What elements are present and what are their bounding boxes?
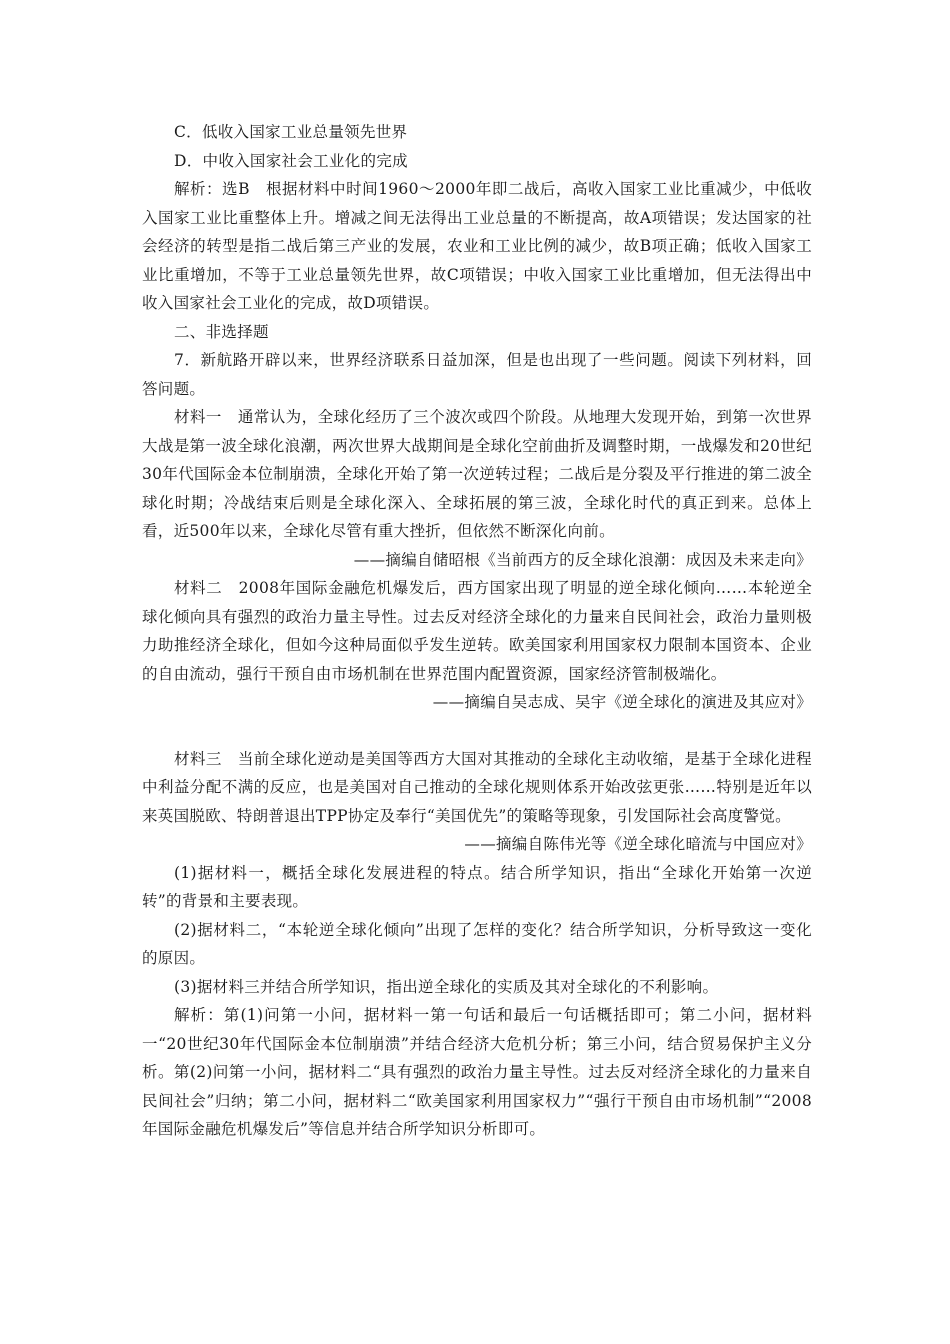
material-3: 材料三 当前全球化逆动是美国等西方大国对其推动的全球化主动收缩，是基于全球化进程中利益分配不满的反应，也是美国对自己推动的全球化规则体系开始改弦更张……特别是近年以来英国脱欧、特朗普退出TPP协定及奉行“美国优先”的策略等现象，引发国际社会高度警觉。 xyxy=(142,749,812,825)
material-1-source: ——摘编自储昭根《当前西方的反全球化浪潮：成因及未来走向》 xyxy=(353,550,812,569)
question-7: 7．新航路开辟以来，世界经济联系日益加深，但是也出现了一些问题。阅读下列材料，回答问题。 xyxy=(142,351,812,398)
analysis-paragraph-2: 解析：第(1)问第一小问，据材料一第一句话和最后一句话概括即可；第二小问，据材料一“20世纪30年代国际金本位制崩溃”并结合经济大危机分析；第三小问，结合贸易保护主义分析。第(2)问第一小问，据材料二“具有强烈的政治力量主导性。过去反对经济全球化的力量来自民间社会”归纳；第二小问，据材料二“欧美国家利用国家权力”“强行干预自由市场机制”“2008年国际金融危机爆发后”等信息并结合所学知识分析即可。 xyxy=(142,1006,812,1138)
section-title: 二、非选择题 xyxy=(174,322,269,341)
question-part-2: (2)据材料二，“本轮逆全球化倾向”出现了怎样的变化？结合所学知识，分析导致这一变化的原因。 xyxy=(142,920,812,967)
document-body xyxy=(142,118,812,1144)
material-1: 材料一 通常认为，全球化经历了三个波次或四个阶段。从地理大发现开始，到第一次世界大战是第一波全球化浪潮，两次世界大战期间是全球化空前曲折及调整时期，一战爆发和20世纪30年代国际金本位制崩溃，全球化开始了第一次逆转过程；二战后是分裂及平行推进的第二波全球化时期；冷战结束后则是全球化深入、全球拓展的第三波，全球化时代的真正到来。总体上看，近500年以来，全球化尽管有重大挫折，但依然不断深化向前。 xyxy=(142,408,812,540)
material-2: 材料二 2008年国际金融危机爆发后，西方国家出现了明显的逆全球化倾向……本轮逆全球化倾向具有强烈的政治力量主导性。过去反对经济全球化的力量来自民间社会，政治力量则极力助推经济全球化，但如今这种局面似乎发生逆转。欧美国家利用国家权力限制本国资本、企业的自由流动，强行干预自由市场机制在世界范围内配置资源，国家经济管制极端化。 xyxy=(142,579,812,683)
option-d: D．中收入国家社会工业化的完成 xyxy=(174,151,408,170)
option-c: C．低收入国家工业总量领先世界 xyxy=(174,123,408,141)
material-3-source: ——摘编自陈伟光等《逆全球化暗流与中国应对》 xyxy=(464,835,812,853)
material-2-source: ——摘编自吴志成、吴宇《逆全球化的演进及其应对》 xyxy=(432,693,812,711)
question-part-3: (3)据材料三并结合所学知识，指出逆全球化的实质及其对全球化的不利影响。 xyxy=(174,977,719,996)
analysis-paragraph-1: 解析：选B 根据材料中时间1960～2000年即二战后，高收入国家工业比重减少，中低收入国家工业比重整体上升。增减之间无法得出工业总量的不断提高，故A项错误；发达国家的社会经济的转型是指二战后第三产业的发展，农业和工业比例的减少，故B项正确；低收入国家工业比重增加，不等于工业总量领先世界，故C项错误；中收入国家工业比重增加，但无法得出中收入国家社会工业化的完成，故D项错误。 xyxy=(142,180,812,312)
paragraph-gap xyxy=(142,717,812,745)
question-part-1: (1)据材料一，概括全球化发展进程的特点。结合所学知识，指出“全球化开始第一次逆转”的背景和主要表现。 xyxy=(142,863,812,910)
